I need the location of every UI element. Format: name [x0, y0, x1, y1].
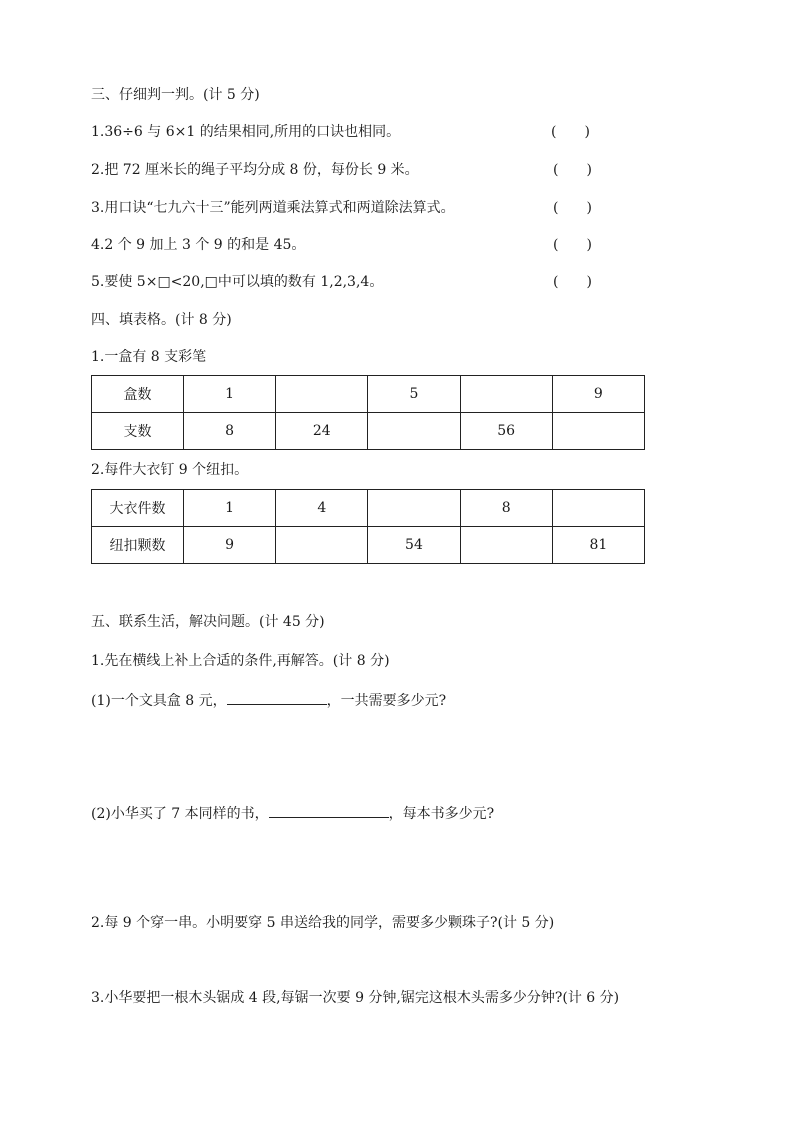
table2-title: 2.每件大衣钉 9 个纽扣。 [91, 462, 249, 478]
judge-item-2: 2.把 72 厘米长的绳子平均分成 8 份，每份长 9 米。 [91, 162, 419, 178]
table-cell: 支数 [92, 413, 184, 450]
answer-bracket-2[interactable]: ( ) [553, 162, 592, 178]
judge-item-3: 3.用口诀“七九六十三”能列两道乘法算式和两道除法算式。 [91, 200, 455, 216]
judge-item-4: 4.2 个 9 加上 3 个 9 的和是 45。 [91, 237, 306, 253]
problem1-part2-suffix: ，每本书多少元? [388, 806, 495, 822]
answer-bracket-3[interactable]: ( ) [553, 200, 592, 216]
fill-in-blank-2[interactable] [269, 803, 389, 818]
table-cell-blank[interactable] [460, 527, 552, 564]
table-cell: 54 [368, 527, 460, 564]
table1-title: 1.一盒有 8 支彩笔 [91, 349, 207, 365]
section5-heading: 五、联系生活，解决问题。(计 45 分) [91, 614, 325, 630]
problem1-part1 [91, 690, 446, 710]
table-cell: 5 [368, 376, 460, 413]
table-cell-blank[interactable] [552, 413, 644, 450]
problem1-part2 [91, 803, 494, 823]
table-cell-blank[interactable] [276, 527, 368, 564]
table-cell: 8 [460, 490, 552, 527]
table-row [92, 490, 645, 527]
problem1-title: 1.先在横线上补上合适的条件,再解答。(计 8 分) [91, 653, 390, 669]
table-cell: 纽扣颗数 [92, 527, 184, 564]
table-cell: 24 [276, 413, 368, 450]
table-cell: 8 [184, 413, 276, 450]
table-cell-blank[interactable] [368, 490, 460, 527]
judge-item-5: 5.要使 5×□<20,□中可以填的数有 1,2,3,4。 [91, 274, 384, 290]
table-cell: 1 [184, 490, 276, 527]
table-cell: 4 [276, 490, 368, 527]
answer-bracket-5[interactable]: ( ) [553, 274, 592, 290]
table-cell: 1 [184, 376, 276, 413]
problem1-part2-prefix: (2)小华买了 7 本同样的书， [91, 806, 269, 822]
section3-heading: 三、仔细判一判。(计 5 分) [91, 87, 260, 103]
table-cell: 大衣件数 [92, 490, 184, 527]
judge-item-1: 1.36÷6 与 6×1 的结果相同,所用的口诀也相同。 [91, 124, 401, 140]
fill-in-blank-1[interactable] [227, 690, 327, 705]
problem1-part1-suffix: ，一共需要多少元? [326, 693, 447, 709]
buttons-table [91, 489, 645, 564]
section4-heading: 四、填表格。(计 8 分) [91, 312, 232, 328]
table-cell: 盒数 [92, 376, 184, 413]
table-row [92, 376, 645, 413]
problem2: 2.每 9 个穿一串。小明要穿 5 串送给我的同学，需要多少颗珠子?(计 5 分) [91, 915, 555, 931]
table-cell-blank[interactable] [552, 490, 644, 527]
table-cell-blank[interactable] [460, 376, 552, 413]
table-cell-blank[interactable] [368, 413, 460, 450]
table-row [92, 413, 645, 450]
answer-bracket-1[interactable]: ( ) [551, 124, 590, 140]
table-cell: 81 [552, 527, 644, 564]
table-cell: 9 [552, 376, 644, 413]
table-cell: 9 [184, 527, 276, 564]
answer-bracket-4[interactable]: ( ) [553, 237, 592, 253]
pens-table [91, 375, 645, 450]
problem1-part1-prefix: (1)一个文具盒 8 元， [91, 693, 227, 709]
problem3: 3.小华要把一根木头锯成 4 段,每锯一次要 9 分钟,锯完这根木头需多少分钟?(计 6 分) [91, 990, 620, 1006]
table-row [92, 527, 645, 564]
table-cell-blank[interactable] [276, 376, 368, 413]
table-cell: 56 [460, 413, 552, 450]
